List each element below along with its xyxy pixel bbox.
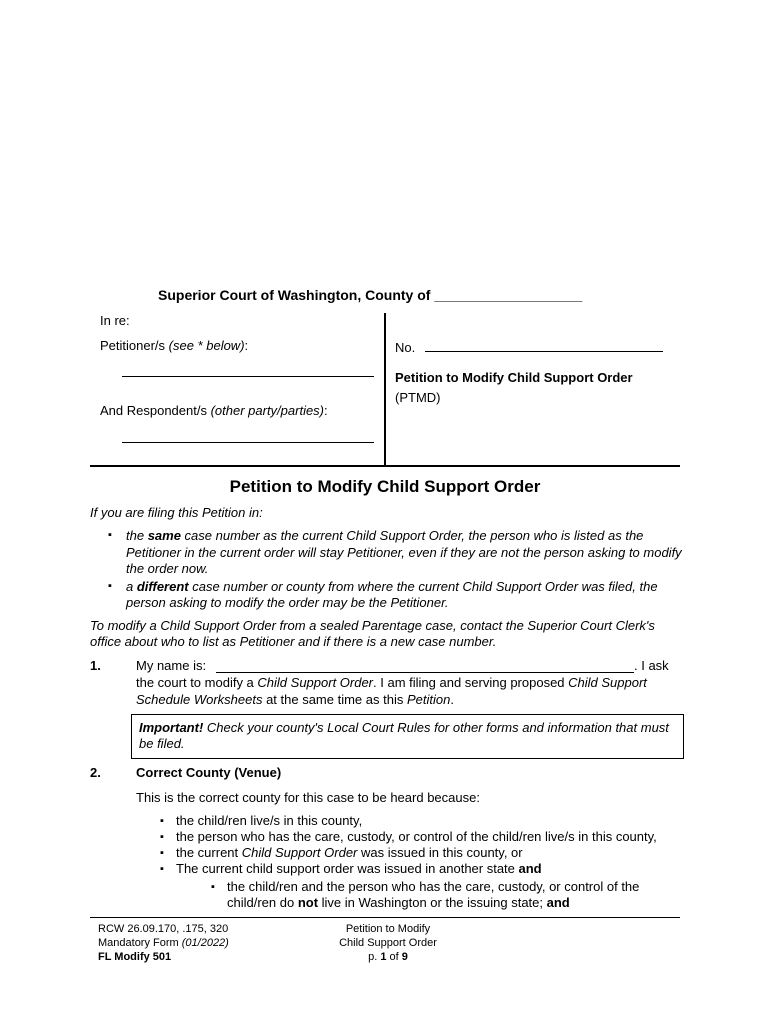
in-re-label: In re: [100,313,130,328]
important-label: Important! [139,720,204,735]
case-number-label: No. [395,340,416,355]
caption-form-code: (PTMD) [395,390,441,405]
section-1-text: the court to modify a Child Support Order. I am filing and serving proposed Child Support Schedule Worksheets at the same time as this Petition. [136,675,647,707]
county-blank[interactable]: ___________________ [434,287,583,303]
case-number-field[interactable] [425,351,663,352]
section-2-heading: Correct County (Venue) [136,765,282,780]
footer-mandatory: Mandatory Form (01/2022) [98,937,229,949]
venue-reasons-list [160,813,685,911]
intro-bullet-different: ▪ a different case number or county from where the current Child Support Order was filed, the person asking to modify the order may be the Petitioner. [108,579,682,612]
respondents-label: And Respondent/s (other party/parties): [100,403,328,418]
respondent-name-field[interactable] [122,441,374,443]
court-header [158,287,582,303]
petitioner-name-field[interactable] [122,375,374,377]
venue-reason-item: ▪ The current child support order was issued in another state and [160,861,685,877]
venue-reason-item: ▪ the current Child Support Order was issued in this county, or [160,845,685,861]
footer-form-id: FL Modify 501 [98,951,172,963]
my-name-field[interactable] [216,658,634,673]
intro-bullet-same: ▪ the same case number as the current Child Support Order, the person who is listed as the Petitioner in the current order will stay Petitioner, even if they are not the person asking to modify the order now. [108,528,682,578]
footer-rcw: RCW 26.09.170, .175, 320 [98,923,229,935]
court-name: Superior Court of Washington, County of [158,287,431,303]
venue-reason-subitem: ▪ the child/ren and the person who has the care, custody, or control of the child/ren do not live in Washington or the issuing state; and [160,879,685,911]
footer-form-info [98,922,229,964]
venue-reason-item: ▪ the child/ren live/s in this county, [160,813,685,829]
page-indicator: p. 1 of 9 [368,951,408,963]
section-2-lead: This is the correct county for this case to be heard because: [136,790,480,805]
important-notice: Important! Check your county's Local Court Rules for other forms and information that must be filed. [131,714,684,759]
caption-divider-horizontal [90,465,680,467]
footer-divider [90,917,680,918]
intro-bullets [108,528,682,612]
document-title: Petition to Modify Child Support Order [229,477,541,496]
section-1-body: My name is: . I ask the court to modify a Child Support Order. I am filing and serving proposed Child Support Schedule Worksheets at the same time as this Petition. [136,658,681,708]
my-name-label: My name is: [136,658,207,673]
petitioners-note: (see * below) [168,338,245,353]
intro-lead: If you are filing this Petition in: [90,505,263,520]
sealed-case-note: To modify a Child Support Order from a sealed Parentage case, contact the Superior Court Clerk's office about who to list as Petitioner and if there is a new case number. [90,618,655,649]
section-2-number: 2. [90,765,101,780]
section-1-number: 1. [90,658,101,673]
respondents-note: (other party/parties) [210,403,325,418]
caption-form-title: Petition to Modify Child Support Order [395,370,633,385]
petitioners-label: Petitioner/s (see * below): [100,338,249,353]
caption-divider-vertical [384,313,386,466]
venue-reason-item: ▪ the person who has the care, custody, or control of the child/ren live/s in this county, [160,829,685,845]
footer-form-title: Petition to Modify Child Support Order p. 1 of 9 [320,922,456,964]
